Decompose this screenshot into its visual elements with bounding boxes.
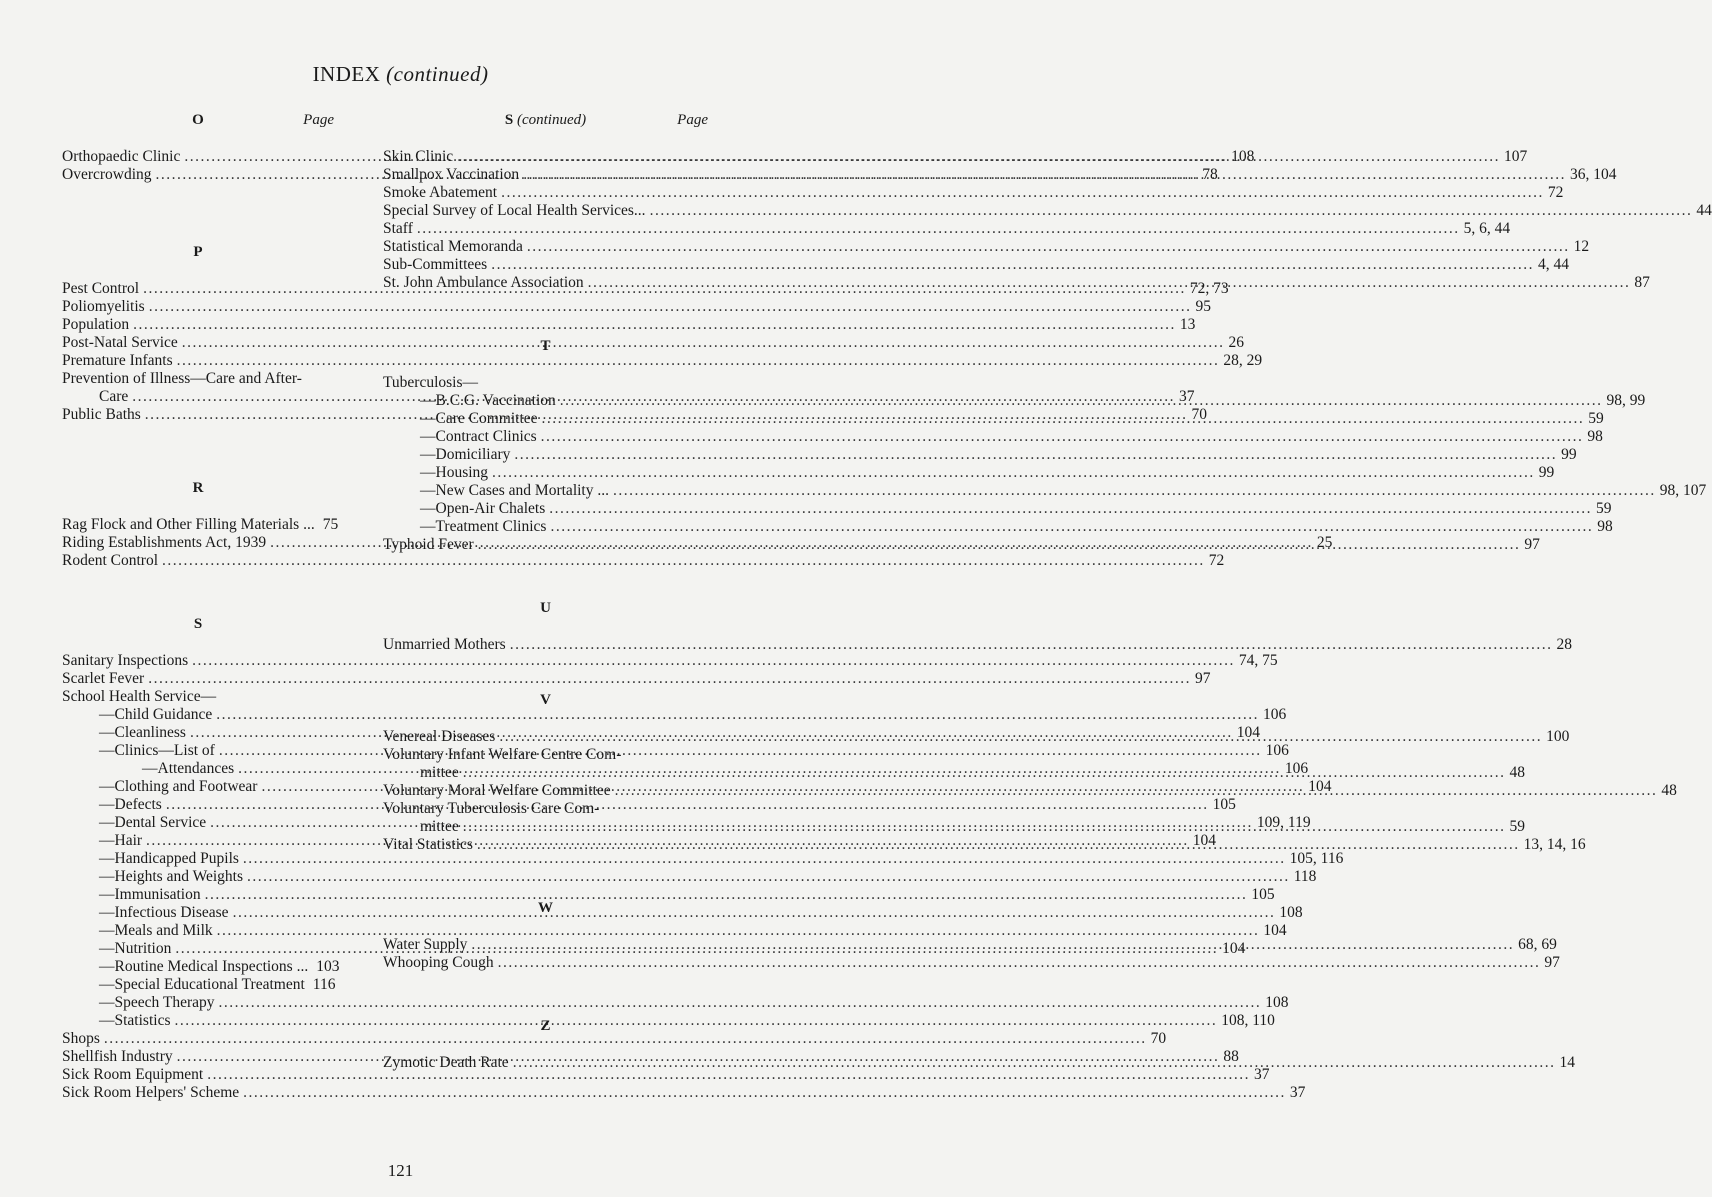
index-entry — [383, 184, 1564, 202]
index-entry — [62, 370, 334, 388]
entry-page-number: 108 — [1279, 904, 1303, 921]
dot-leader — [491, 256, 1534, 274]
entry-label: —B.C.G. Vaccination — [420, 392, 556, 409]
entry-page-number: 4, 44 — [1537, 256, 1569, 273]
entry-page-number: 98 — [1597, 518, 1613, 535]
entry-page-number: 97 — [1524, 536, 1540, 553]
entry-page-number: 36, 104 — [1569, 166, 1617, 183]
index-entry — [62, 958, 340, 976]
entry-label: mittee — [420, 764, 459, 781]
dot-leader — [527, 238, 1570, 256]
index-entry — [383, 202, 1712, 220]
entry-label: Post-Natal Service — [62, 334, 178, 351]
entry-label: Typhoid Fever — [383, 536, 474, 553]
dot-leader — [510, 636, 1553, 654]
index-entry — [383, 518, 1613, 536]
index-entry — [383, 800, 708, 818]
entry-page-number: 25 — [1316, 534, 1333, 551]
entry-label: Scarlet Fever — [62, 670, 145, 687]
index-entry — [383, 746, 708, 764]
entry-label: —Treatment Clinics — [420, 518, 547, 535]
index-entry — [62, 1084, 1306, 1102]
entry-label: —Dental Service — [99, 814, 207, 831]
entry-page-number: 72 — [1208, 552, 1225, 569]
index-entry — [62, 1030, 1167, 1048]
index-entry — [62, 352, 1263, 370]
entry-label: Premature Infants — [62, 352, 173, 369]
dot-leader — [542, 410, 1585, 428]
section-continued: (continued) — [516, 112, 587, 128]
entry-page-number: 68, 69 — [1518, 936, 1557, 953]
entry-label: Care — [99, 388, 129, 405]
entry-page-number: 37 — [1179, 388, 1195, 405]
section-heading-o — [62, 112, 334, 134]
entry-label: —New Cases and Mortality ... — [420, 482, 609, 499]
entry-label: —Routine Medical Inspections ... — [99, 958, 309, 975]
dot-leader — [243, 1084, 1286, 1102]
index-entry — [62, 316, 1196, 334]
entry-page-number: 106 — [1265, 742, 1289, 759]
entry-page-number: 70 — [1150, 1030, 1167, 1047]
entry-page-number: 78 — [1202, 166, 1218, 183]
entry-page-number: 116 — [312, 976, 336, 993]
entry-label: Poliomyelitis — [62, 298, 145, 315]
index-entry — [62, 976, 334, 994]
index-entry — [62, 298, 1211, 316]
index-entry — [62, 868, 1317, 886]
entry-label: Zymotic Death Rate — [383, 1054, 509, 1071]
entry-label: Prevention of Illness—Care and After- — [62, 370, 302, 387]
section-heading-w — [383, 900, 708, 922]
entry-label: Tuberculosis— — [383, 374, 479, 391]
entry-page-number: 108 — [1231, 148, 1255, 165]
entry-label: Sub-Committees — [383, 256, 488, 273]
entry-label: Orthopaedic Clinic — [62, 148, 181, 165]
entry-label: —Child Guidance — [99, 706, 213, 723]
entry-page-number: 105, 116 — [1289, 850, 1344, 867]
section-letter: W — [538, 900, 553, 916]
entry-label: Voluntary Infant Welfare Centre Com- — [383, 746, 622, 763]
section-letter: O — [192, 112, 204, 128]
entry-label: —Speech Therapy — [99, 994, 215, 1011]
entry-label: Water Supply — [383, 936, 468, 953]
entry-page-number: 108, 110 — [1221, 1012, 1275, 1029]
entry-label: Shellfish Industry — [62, 1048, 173, 1065]
section-heading-v — [383, 692, 708, 714]
dot-leader — [615, 782, 1658, 800]
index-entry — [383, 256, 1569, 274]
index-entry — [383, 374, 708, 392]
index-entry — [383, 238, 1590, 256]
dot-leader — [499, 728, 1542, 746]
entry-page-number: 105 — [1251, 886, 1275, 903]
entry-page-number: 108 — [1265, 994, 1289, 1011]
index-entry — [383, 482, 1707, 500]
entry-label: Smoke Abatement — [383, 184, 498, 201]
entry-page-number: 107 — [1503, 148, 1528, 165]
entry-page-number: 59 — [1509, 818, 1525, 835]
entry-page-number: 98, 107 — [1659, 482, 1707, 499]
entry-label: Sanitary Inspections — [62, 652, 189, 669]
entry-page-number: 5, 6, 44 — [1463, 220, 1511, 237]
index-entry — [62, 1066, 1270, 1084]
entry-page-number: 99 — [1538, 464, 1555, 481]
entry-label: —Cleanliness — [99, 724, 186, 741]
entry-page-number: 106 — [1262, 706, 1287, 723]
index-entry — [62, 552, 1225, 570]
index-entry — [62, 516, 339, 534]
entry-label: Vital Statistics — [383, 836, 473, 853]
entry-label: —Special Educational Treatment — [99, 976, 305, 993]
entry-page-number: 13, 14, 16 — [1523, 836, 1586, 853]
entry-page-number: 12 — [1573, 238, 1590, 255]
entry-page-number: 87 — [1634, 274, 1650, 291]
page-number: 121 — [387, 1161, 414, 1180]
section-heading-p — [62, 244, 334, 266]
entry-label: Voluntary Moral Welfare Committee — [383, 782, 611, 799]
dot-leader — [588, 274, 1631, 292]
entry-page-number: 104 — [1222, 940, 1246, 957]
entry-page-number: 74, 75 — [1238, 652, 1278, 669]
entry-page-number: 28 — [1556, 636, 1572, 653]
entry-label: School Health Service— — [62, 688, 217, 705]
entry-label: —Care Committee — [420, 410, 538, 427]
section-letter: T — [540, 338, 551, 354]
entry-page-number: 37 — [1289, 1084, 1306, 1101]
entry-page-number: 75 — [322, 516, 339, 533]
entry-label: Unmarried Mothers — [383, 636, 506, 653]
entry-label: —Clothing and Footwear — [99, 778, 258, 795]
entry-label: Rodent Control — [62, 552, 159, 569]
index-entry — [383, 500, 1612, 518]
entry-page-number: 99 — [1561, 446, 1577, 463]
index-entry — [383, 428, 1603, 446]
entry-label: —Domiciliary — [420, 446, 511, 463]
entry-page-number: 70 — [1191, 406, 1208, 423]
entry-page-number: 100 — [1546, 728, 1570, 745]
entry-page-number: 104 — [1263, 922, 1287, 939]
entry-label: Pest Control — [62, 280, 140, 297]
section-heading-r — [62, 480, 334, 502]
index-entry — [62, 706, 1287, 724]
title-continued: (continued) — [386, 62, 489, 86]
dot-leader — [417, 220, 1460, 238]
entry-page-number: 37 — [1253, 1066, 1270, 1083]
entry-label: —Contract Clinics — [420, 428, 537, 445]
dot-leader — [478, 536, 1521, 554]
section-letter: S — [504, 112, 514, 128]
entry-label: —Defects — [99, 796, 162, 813]
page-title — [0, 62, 801, 87]
entry-page-number: 59 — [1588, 410, 1604, 427]
dot-leader — [463, 764, 1506, 782]
dot-leader — [549, 500, 1592, 518]
entry-label: Smallpox Vaccination — [383, 166, 520, 183]
section-heading-z — [383, 1018, 708, 1040]
entry-label: —Statistics — [99, 1012, 171, 1029]
entry-page-number: 104 — [1308, 778, 1332, 795]
dot-leader — [457, 148, 1500, 166]
entry-label: Overcrowding — [62, 166, 152, 183]
entry-page-number: 109, 119 — [1256, 814, 1311, 831]
index-entry — [383, 446, 1577, 464]
index-entry — [62, 904, 1303, 922]
dot-leader — [523, 166, 1566, 184]
dot-leader — [492, 464, 1535, 482]
dot-leader — [498, 954, 1541, 972]
entry-label: —Heights and Weights — [99, 868, 243, 885]
entry-page-number: 98, 99 — [1606, 392, 1646, 409]
entry-page-number: 105 — [1212, 796, 1236, 813]
dot-leader — [192, 652, 1235, 670]
entry-page-number: 88 — [1223, 1048, 1239, 1065]
entry-label: mittee — [420, 818, 459, 835]
entry-page-number: 72, 73 — [1189, 280, 1229, 297]
dot-leader — [560, 392, 1603, 410]
section-heading-s-continued — [383, 112, 708, 134]
entry-label: Venereal Diseases — [383, 728, 496, 745]
dot-leader — [501, 184, 1544, 202]
entry-page-number: 26 — [1228, 334, 1245, 351]
entry-label: St. John Ambulance Association — [383, 274, 584, 291]
title-text: INDEX — [312, 62, 381, 86]
entry-page-number: 14 — [1559, 1054, 1575, 1071]
entry-page-number: 97 — [1194, 670, 1211, 687]
dot-leader — [513, 1054, 1556, 1072]
entry-label: —Meals and Milk — [99, 922, 213, 939]
section-letter: U — [540, 600, 551, 616]
entry-page-number: 13 — [1179, 316, 1196, 333]
entry-label: —Hair — [99, 832, 143, 849]
entry-page-number: 44 — [1696, 202, 1712, 219]
entry-page-number: 48 — [1661, 782, 1677, 799]
index-entry — [383, 220, 1511, 238]
index-entry — [62, 670, 1211, 688]
section-letter: S — [193, 616, 203, 632]
entry-page-number: 72 — [1547, 184, 1564, 201]
dot-leader — [613, 482, 1656, 500]
entry-page-number: 97 — [1544, 954, 1560, 971]
entry-label: —Attendances — [142, 760, 235, 777]
entry-label: Special Survey of Local Health Services... — [383, 202, 646, 219]
entry-page-number: 28, 29 — [1223, 352, 1263, 369]
dot-leader — [550, 518, 1593, 536]
entry-label: Public Baths — [62, 406, 141, 423]
entry-label: Shops — [62, 1030, 100, 1047]
entry-label: —Open-Air Chalets — [420, 500, 546, 517]
index-entry — [62, 994, 1289, 1012]
section-u-entries — [383, 636, 1572, 654]
page-column-label: Page — [677, 112, 708, 128]
dot-leader — [541, 428, 1584, 446]
section-letter: V — [540, 692, 551, 708]
section-heading-s — [62, 616, 334, 638]
dot-leader — [219, 994, 1262, 1012]
entry-label: —Housing — [420, 464, 489, 481]
entry-label: Staff — [383, 220, 413, 237]
entry-label: —Infectious Disease — [99, 904, 229, 921]
entry-page-number: 104 — [1192, 832, 1217, 849]
entry-label: Riding Establishments Act, 1939 — [62, 534, 267, 551]
entry-page-number: 95 — [1195, 298, 1211, 315]
index-entry — [62, 652, 1278, 670]
entry-page-number: 59 — [1596, 500, 1612, 517]
entry-label: Voluntary Tuberculosis Care Com- — [383, 800, 600, 817]
entry-label: Skin Clinic — [383, 148, 454, 165]
entry-page-number: 48 — [1509, 764, 1525, 781]
entry-page-number: 98 — [1587, 428, 1603, 445]
section-heading-u — [383, 600, 708, 622]
entry-label: Rag Flock and Other Filling Materials ... — [62, 516, 315, 533]
entry-label: —Nutrition — [99, 940, 172, 957]
entry-page-number: 118 — [1293, 868, 1317, 885]
index-entry — [62, 688, 334, 706]
index-entry — [62, 1012, 1275, 1030]
dot-leader — [650, 202, 1693, 220]
dot-leader — [205, 886, 1248, 904]
entry-label: —Clinics—List of — [99, 742, 215, 759]
section-letter: P — [193, 244, 203, 260]
index-entry — [62, 850, 1344, 868]
entry-label: —Immunisation — [99, 886, 201, 903]
entry-label: Population — [62, 316, 130, 333]
index-entry — [62, 886, 1275, 904]
index-entry — [62, 922, 1287, 940]
dot-leader — [471, 936, 1514, 954]
dot-leader — [477, 836, 1520, 854]
index-entry — [62, 334, 1245, 352]
section-letter: R — [192, 480, 204, 496]
dot-leader — [514, 446, 1557, 464]
index-entry — [383, 636, 1572, 654]
entry-label: Sick Room Equipment — [62, 1066, 204, 1083]
entry-page-number: 106 — [1284, 760, 1309, 777]
index-entry — [383, 464, 1555, 482]
page-column-label: Page — [303, 112, 334, 128]
entry-page-number: 103 — [316, 958, 340, 975]
dot-leader — [463, 818, 1506, 836]
dot-leader — [216, 706, 1259, 724]
entry-page-number: 104 — [1236, 724, 1260, 741]
index-entry — [383, 954, 1560, 972]
section-letter: Z — [540, 1018, 551, 1034]
entry-label: Sick Room Helpers' Scheme — [62, 1084, 240, 1101]
entry-label: —Handicapped Pupils — [99, 850, 239, 867]
entry-label: Statistical Memoranda — [383, 238, 523, 255]
entry-label: Whooping Cough — [383, 954, 494, 971]
section-heading-t — [383, 338, 708, 360]
